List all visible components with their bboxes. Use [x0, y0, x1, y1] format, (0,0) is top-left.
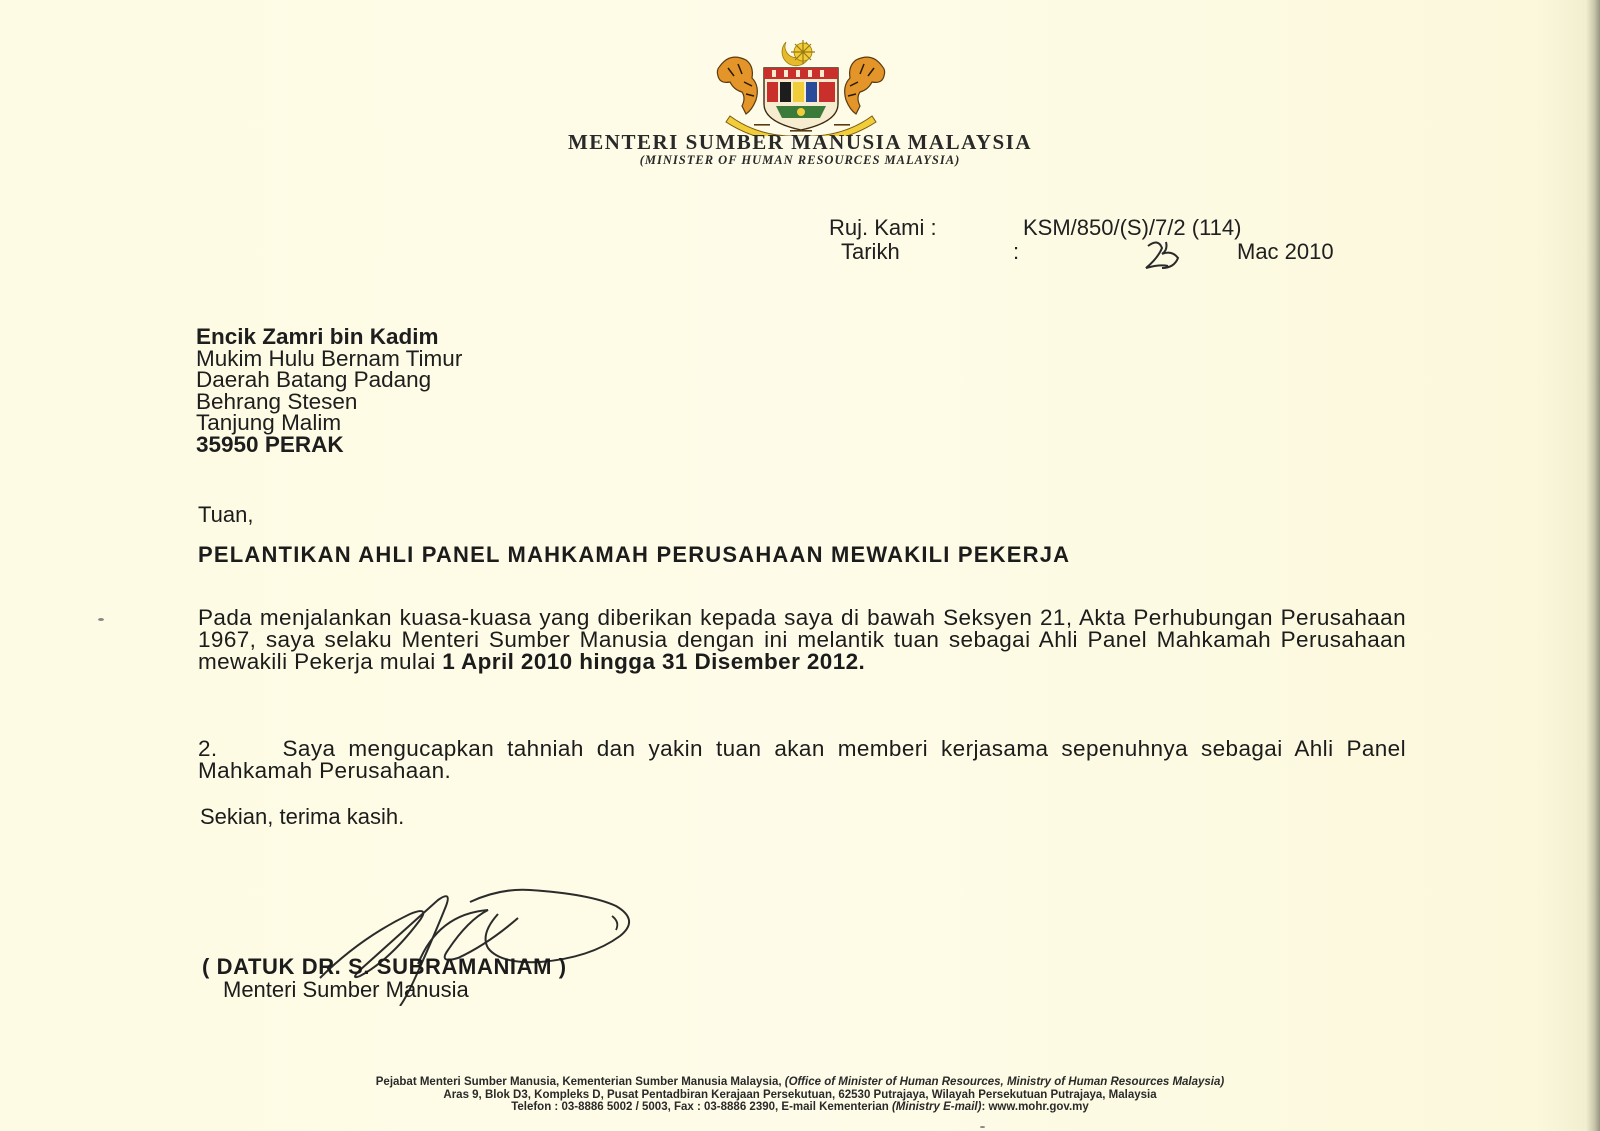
date-label: Tarikh: [841, 239, 900, 264]
reference-label: Ruj. Kami :: [829, 215, 937, 240]
address-line: Tanjung Malim: [196, 410, 342, 435]
date-value: Mac 2010: [1237, 239, 1334, 264]
reference-value: KSM/850/(S)/7/2 (114): [1023, 215, 1242, 240]
salutation: Tuan,: [198, 502, 254, 527]
paragraph-2-text: Saya mengucapkan tahniah dan yakin tuan akan memberi kerjasama sepenuhnya sebagai Ahli Panel Mahkamah Perusahaan.: [198, 736, 1406, 783]
footer-website: : www.mohr.gov.my: [981, 1101, 1089, 1113]
footer-office-name: Pejabat Menteri Sumber Manusia, Kementerian Sumber Manusia Malaysia,: [375, 1076, 785, 1088]
paragraph-2-number: 2.: [198, 736, 218, 761]
ministry-title: MENTERI SUMBER MANUSIA MALAYSIA: [567, 130, 1033, 154]
addressee-name: Encik Zamri bin Kadim: [196, 324, 439, 349]
footer-address: Aras 9, Blok D3, Kompleks D, Pusat Pentadbiran Kerajaan Persekutuan, 62530 Putrajaya, Wilayah Persekutuan Putrajaya, Malaysia: [443, 1088, 1157, 1101]
footer-email-label-english: (Ministry E-mail): [891, 1101, 982, 1113]
reference-block: [829, 216, 1409, 264]
footer-contact-numbers: Telefon : 03-8886 5002 / 5003, Fax : 03-8886 2390, E-mail Kementerian: [511, 1101, 892, 1113]
footer-line: [0, 1076, 1600, 1089]
closing-line: Sekian, terima kasih.: [200, 804, 405, 829]
address-postcode-state: 35950 PERAK: [196, 431, 344, 457]
addressee-block: [196, 326, 462, 455]
signatory-name: ( DATUK DR. S. SUBRAMANIAM ): [202, 954, 567, 979]
address-line: Mukim Hulu Bernam Timur: [196, 345, 463, 371]
malaysia-coat-of-arms-icon: [690, 38, 912, 136]
date-row: [829, 240, 1409, 264]
signatory-title: Menteri Sumber Manusia: [223, 977, 469, 1002]
footer-contact: [0, 1101, 1600, 1114]
scan-speck: [98, 618, 104, 621]
handwritten-date-day: [1142, 236, 1192, 270]
paragraph-1: [198, 607, 1406, 673]
address-line: Daerah Batang Padang: [196, 367, 432, 392]
footer-office-name-english: (Office of Minister of Human Resources, Ministry of Human Resources Malaysia): [784, 1076, 1225, 1088]
date-colon: :: [1013, 239, 1020, 264]
scan-edge-shadow: [1586, 0, 1600, 1131]
letter-subject: PELANTIKAN AHLI PANEL MAHKAMAH PERUSAHAAN MEWAKILI PEKERJA: [198, 542, 1071, 567]
paragraph-2: [198, 738, 1406, 782]
letterhead-footer: [0, 1076, 1600, 1114]
paragraph-1-text: Pada menjalankan kuasa-kuasa yang diberikan kepada saya di bawah Seksyen 21, Akta Perhubungan Perusahaan 1967, saya selaku Menteri Sumber Manusia dengan ini melantik tuan sebagai Ahli Panel Mahkamah Perusahaan mewakili Pekerja mulai: [198, 605, 1406, 674]
ministry-subtitle: (MINISTER OF HUMAN RESOURCES MALAYSIA): [639, 153, 961, 167]
scan-speck: [980, 1126, 985, 1128]
address-line: Behrang Stesen: [196, 388, 358, 414]
appointment-period: 1 April 2010 hingga 31 Disember 2012.: [442, 649, 866, 674]
reference-row: [829, 216, 1409, 240]
